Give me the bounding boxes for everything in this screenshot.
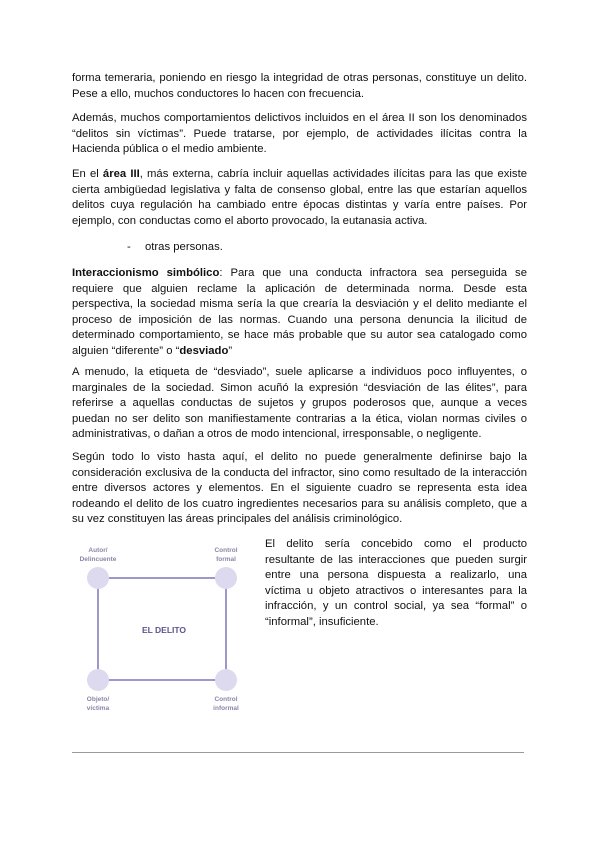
label-control-informal-1: Control — [214, 696, 238, 703]
paragraph-text: forma temeraria, poniendo en riesgo la integridad de otras personas, constituye un delito. Pese a ello, muchos conductores lo hacen con frecuencia. — [72, 72, 527, 100]
paragraph-interaccionismo: Interaccionismo simbólico: Para que una conducta infractora sea perseguida se requiere que alguien reclame la aplicación de determinada norma. Desde esta perspectiva, la sociedad misma sería la que crearía la desviación y el delito mediante el proceso de imposición de las normas. Cuando una persona denuncia la ilicitud de determinado comportamiento, se hace más probable que su autor sea catalogado como alguien “diferente” o “desviado” — [72, 267, 527, 357]
label-control-formal-1: Control — [214, 547, 238, 554]
desviado-term: desviado — [179, 344, 229, 357]
paragraph-conductores — [72, 71, 527, 102]
area-iii-term: área III — [102, 168, 140, 180]
paragraph-desviado — [72, 365, 527, 443]
paragraph-text: El delito sería concebido como el producto resultante de las interacciones que pueden surgir entre una persona dispuesta a realizarlo, una víctima u objeto atractivos o interesantes para la infracción, y un control social, ya sea “formal” o “informal”, insuficiente. — [265, 538, 527, 628]
label-objeto-2: víctima — [86, 705, 110, 712]
footer-divider — [72, 752, 524, 753]
node-control-informal — [215, 669, 237, 691]
bullet-text: otras personas. — [145, 241, 223, 253]
node-control-formal — [215, 567, 237, 589]
interaccionismo-term: Interaccionismo simbólico — [72, 267, 220, 279]
node-objeto — [87, 669, 109, 691]
node-autor — [87, 567, 109, 589]
delito-diagram — [72, 540, 260, 715]
label-el-delito: EL DELITO — [141, 625, 187, 635]
paragraph-diagram-caption — [265, 537, 527, 631]
paragraph-text: Según todo lo visto hasta aquí, el delito no puede generalmente definirse bajo la consideración exclusiva de la conducta del infractor, sino como resultado de la interacción entre diversos actores y elementos. En el siguiente cuadro se representa esta idea rodeando el delito de los cuatro ingredientes necesarios para su análisis completo, que a su vez constituyen las áreas principales del análisis criminológico. — [72, 451, 527, 526]
paragraph-area-iii: En el área III, más externa, cabría incluir aquellas actividades ilícitas para las que existe cierta ambigüedad legislativa y falta de consenso global, entre las que estarían aquellos delitos cuya regulación ha cambiado entre épocas distintas y varía entre países. Por ejemplo, con conductas como el aborto provocado, la eutanasia activa. — [72, 168, 527, 227]
label-control-informal-2: informal — [213, 705, 239, 712]
label-control-formal-2: formal — [216, 556, 236, 563]
bullet-item — [127, 240, 223, 256]
label-autor-2: Delincuente — [79, 556, 117, 563]
label-autor-1: Autor/ — [88, 547, 108, 554]
paragraph-segun-lo-visto — [72, 450, 527, 528]
paragraph-area-ii — [72, 111, 527, 158]
paragraph-text: A menudo, la etiqueta de “desviado”, suele aplicarse a individuos poco influyentes, o marginales de la sociedad. Simon acuñó la expresión “desviación de las élites”, para referirse a aquellas conductas de sujetos y grupos poderosos que, aunque a veces puedan no ser delito son manifiestamente contrarias a la ética, violan normas civiles o administrativas, o dañan a otros de modo intencional, irresponsable, o negligente. — [72, 366, 527, 441]
paragraph-text: Además, muchos comportamientos delictivos incluidos en el área II son los denominados “delitos sin víctimas”. Puede tratarse, por ejemplo, de actividades ilícitas contra la Hacienda pública o el medio ambiente. — [72, 112, 527, 156]
label-objeto-1: Objeto/ — [86, 696, 110, 703]
bullet-dash: - — [127, 241, 131, 253]
